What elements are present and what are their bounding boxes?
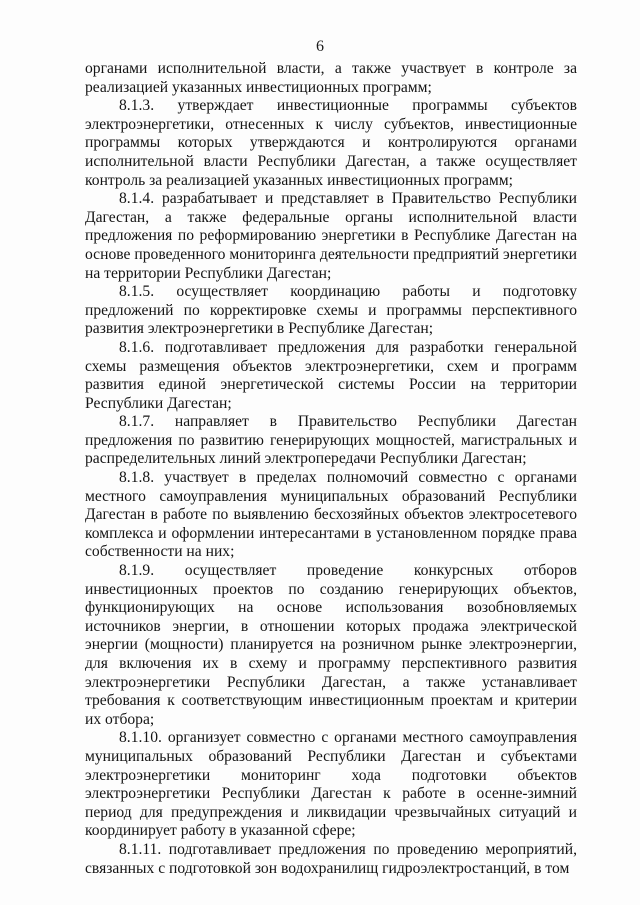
paragraph-8-1-9: 8.1.9. осуществляет проведение конкурсных отборов инвестиционных проектов по созданию генерирующих объектов, функционирующих на основе использования возобновляемых источников энергии, в отношении которых продажа электрической энергии (мощности) планируется на розничном рынке электроэнергии, для включения их в схему и программу перспективного развития электроэнергетики Республики Дагестан, а также устанавливает требования к соответствующим инвестиционным проектам и критерии их отбора; [85, 562, 577, 728]
paragraph-8-1-8: 8.1.8. участвует в пределах полномочий совместно с органами местного самоуправления муниципальных образований Республики Дагестан в работе по выявлению бесхозяйных объектов электросетевого комплекса и оформлении интересантами в установленном порядке права собственности на них; [85, 469, 577, 561]
paragraph-8-1-7: 8.1.7. направляет в Правительство Республики Дагестан предложения по развитию генерирующих мощностей, магистральных и распределительных линий электропередачи Республики Дагестан; [85, 413, 577, 468]
paragraph-8-1-6: 8.1.6. подготавливает предложения для разработки генеральной схемы размещения объектов электроэнергетики, схем и программ развития единой энергетической системы России на территории Республики Дагестан; [85, 338, 577, 412]
paragraph-8-1-10: 8.1.10. организует совместно с органами местного самоуправления муниципальных образований Республики Дагестан и субъектами электроэнергетики мониторинг хода подготовки объектов электроэнергетики Республики Дагестан к работе в осенне-зимний период для предупреждения и ликвидации чрезвычайных ситуаций и координирует работу в указанной сфере; [85, 729, 577, 840]
body-text [85, 60, 577, 878]
paragraph-8-1-5: 8.1.5. осуществляет координацию работы и подготовку предложений по корректировке схемы и программы перспективного развития электроэнергетики в Республике Дагестан; [85, 283, 577, 338]
paragraph: органами исполнительной власти, а также участвует в контроле за реализацией указанных инвестиционных программ; [85, 60, 577, 96]
paragraph-8-1-3: 8.1.3. утверждает инвестиционные программы субъектов электроэнергетики, отнесенных к числу субъектов, инвестиционные программы которых утверждаются и контролируются органами исполнительной власти Республики Дагестан, а также осуществляет контроль за реализацией указанных инвестиционных программ; [85, 97, 577, 189]
paragraph-8-1-11: 8.1.11. подготавливает предложения по проведению мероприятий, связанных с подготовкой зон водохранилищ гидроэлектростанций, в том [85, 840, 577, 877]
page-number: 6 [316, 38, 324, 55]
paragraph-8-1-4: 8.1.4. разрабатывает и представляет в Правительство Республики Дагестан, а также федеральные органы исполнительной власти предложения по реформированию энергетики в Республике Дагестан на основе проведенного мониторинга деятельности предприятий энергетики на территории Республики Дагестан; [85, 190, 577, 282]
